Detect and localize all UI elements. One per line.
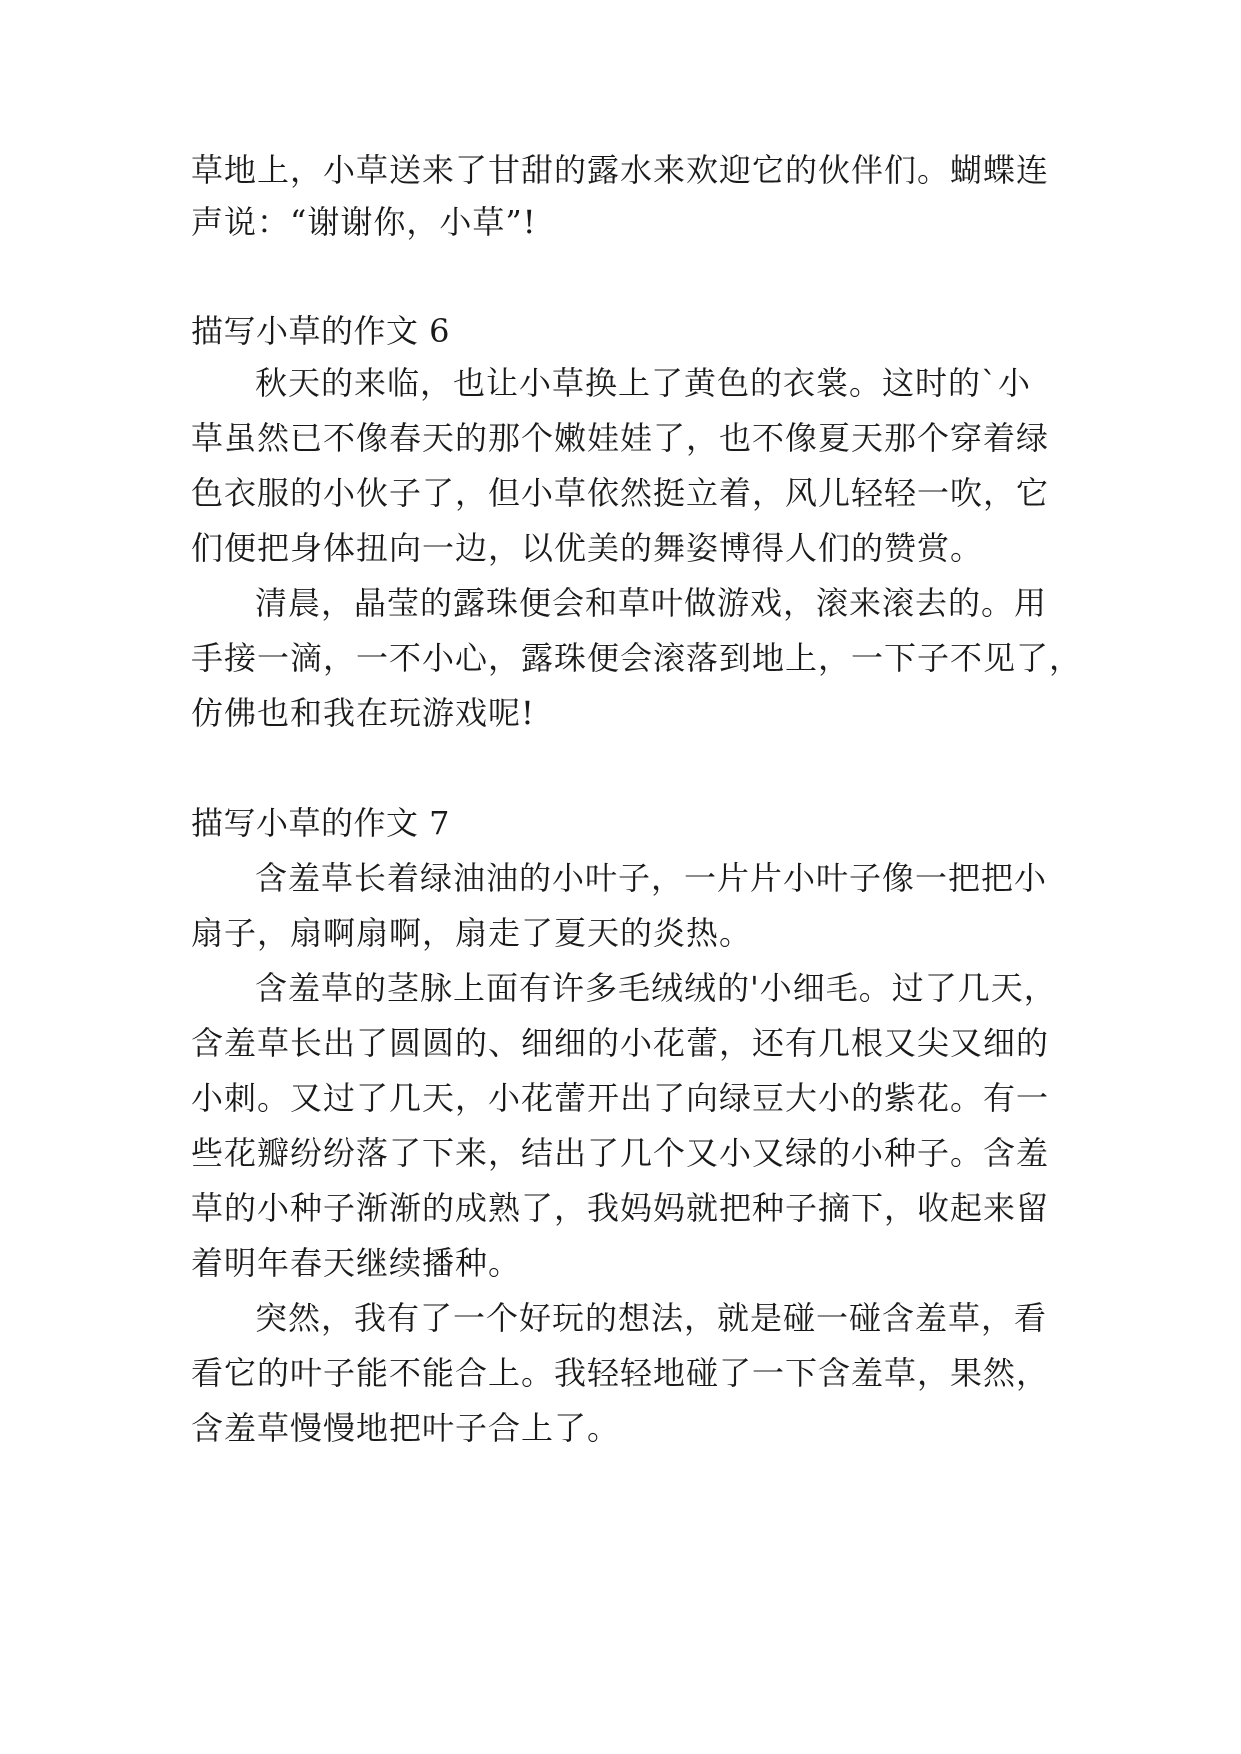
text-line: 仿佛也和我在玩游戏呢! — [191, 694, 535, 732]
text-line: 小刺。又过了几天，小花蕾开出了向绿豆大小的紫花。有一 — [191, 1079, 1050, 1117]
text-line: 们便把身体扭向一边，以优美的舞姿博得人们的赞赏。 — [191, 529, 984, 567]
paragraph-first-line: 秋天的来临，也让小草换上了黄色的衣裳。这时的`小 — [255, 364, 1032, 402]
text-line: 草虽然已不像春天的那个嫩娃娃了，也不像夏天那个穿着绿 — [191, 419, 1050, 457]
paragraph-first-line: 突然，我有了一个好玩的想法，就是碰一碰含羞草，看 — [255, 1299, 1048, 1337]
paragraph-first-line: 含羞草长着绿油油的小叶子，一片片小叶子像一把把小 — [255, 859, 1048, 897]
text-line: 扇子，扇啊扇啊，扇走了夏天的炎热。 — [191, 914, 753, 952]
text-line: 些花瓣纷纷落了下来，结出了几个又小又绿的小种子。含羞 — [191, 1134, 1050, 1172]
paragraph-first-line: 清晨，晶莹的露珠便会和草叶做游戏，滚来滚去的。用 — [255, 584, 1048, 622]
section-heading: 描写小草的作文 7 — [191, 804, 451, 842]
paragraph-first-line: 含羞草的茎脉上面有许多毛绒绒的'小细毛。过了几天， — [255, 969, 1057, 1007]
text-line: 手接一滴，一不小心，露珠便会滚落到地上，一下子不见了， — [191, 639, 1083, 677]
section-heading: 描写小草的作文 6 — [191, 312, 451, 350]
text-line: 色衣服的小伙子了，但小草依然挺立着，风儿轻轻一吹，它 — [191, 474, 1050, 512]
text-line: 草地上，小草送来了甘甜的露水来欢迎它的伙伴们。蝴蝶连 — [191, 151, 1050, 189]
text-line: 着明年春天继续播种。 — [191, 1244, 522, 1282]
text-line: 含羞草慢慢地把叶子合上了。 — [191, 1409, 621, 1447]
text-line: 含羞草长出了圆圆的、细细的小花蕾，还有几根又尖又细的 — [191, 1024, 1050, 1062]
text-line: 看它的叶子能不能合上。我轻轻地碰了一下含羞草，果然， — [191, 1354, 1050, 1392]
text-line: 草的小种子渐渐的成熟了，我妈妈就把种子摘下，收起来留 — [191, 1189, 1050, 1227]
text-line: 声说：“谢谢你，小草”! — [191, 203, 537, 241]
